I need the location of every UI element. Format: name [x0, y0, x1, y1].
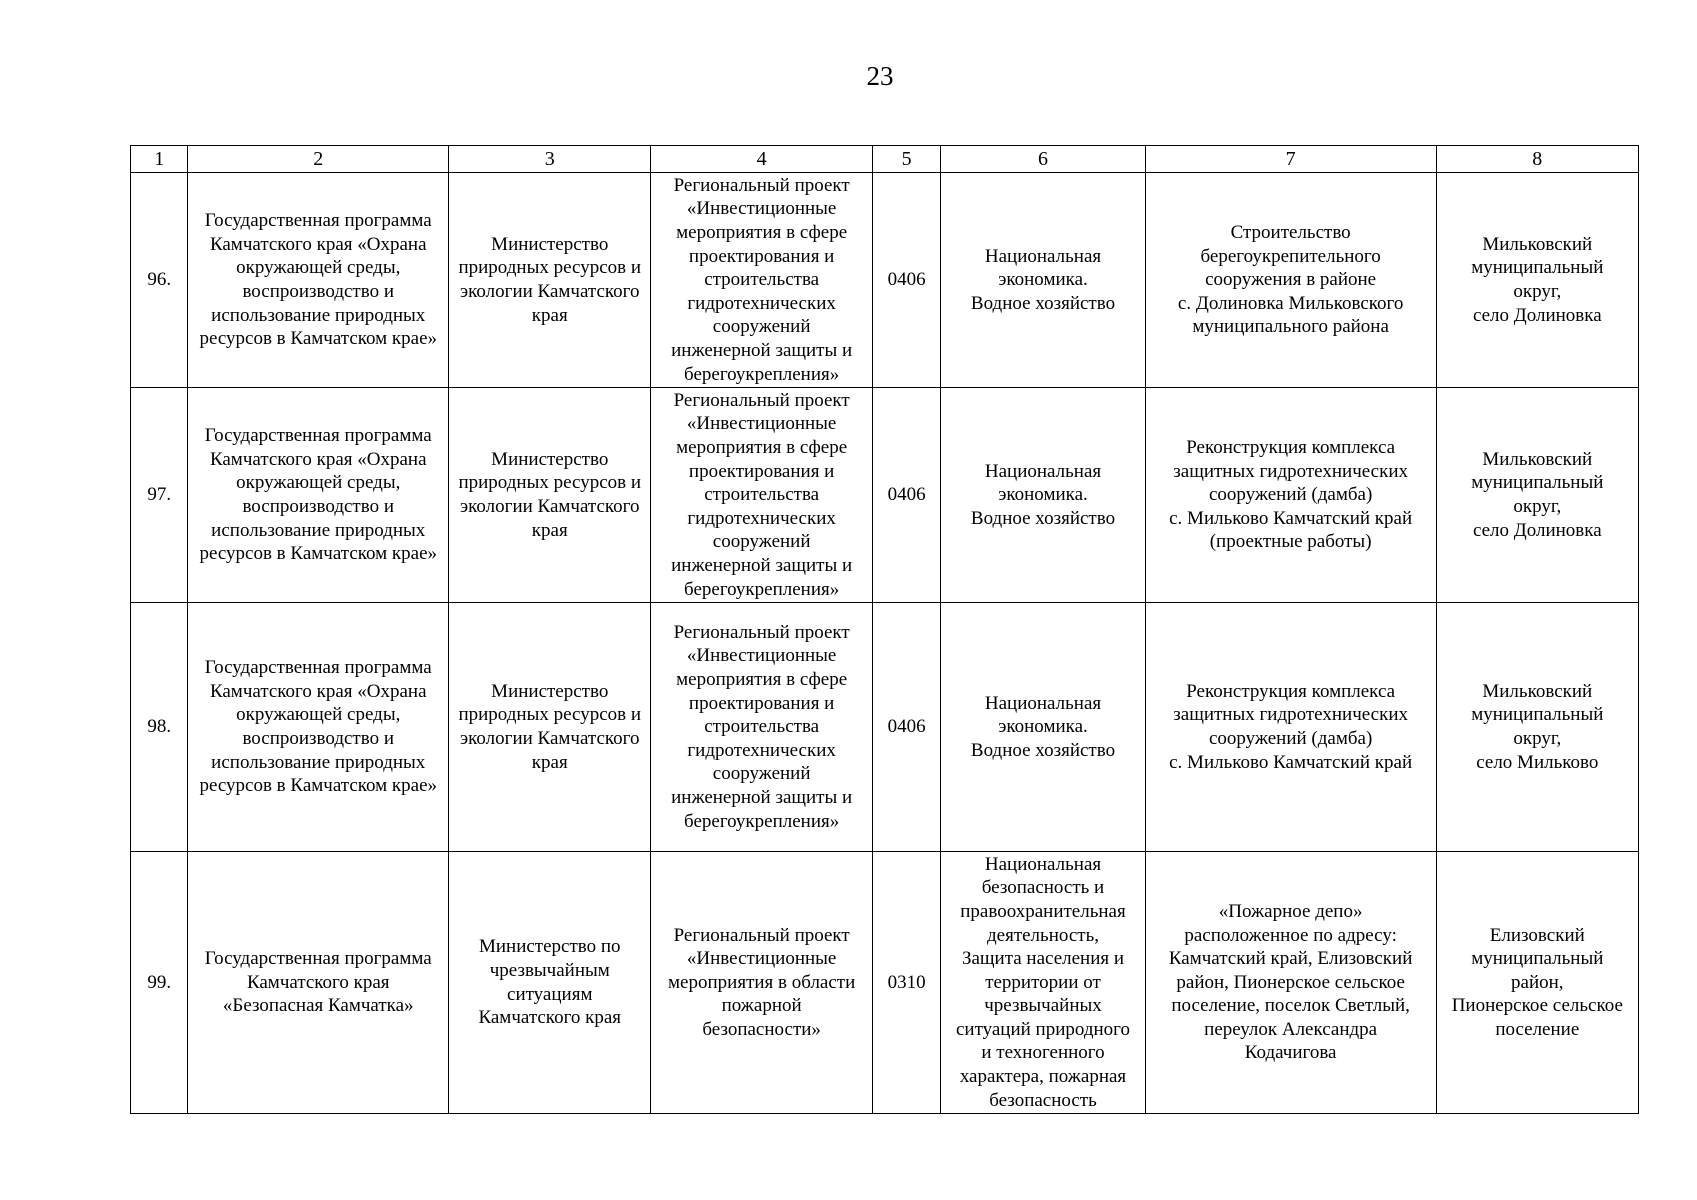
object-cell: Реконструкция комплекса защитных гидротехнических сооружений (дамба) с. Мильково Камчатский край (проектные работы) [1145, 388, 1436, 603]
row-number-cell: 98. [131, 603, 188, 852]
program-cell: Государственная программа Камчатского края «Безопасная Камчатка» [188, 852, 449, 1114]
ministry-cell: Министерство по чрезвычайным ситуациям Камчатского края [449, 852, 651, 1114]
data-table [130, 145, 1639, 1114]
column-header-6: 6 [941, 146, 1145, 173]
table-row [131, 173, 1639, 388]
row-number-cell: 97. [131, 388, 188, 603]
column-header-4: 4 [651, 146, 872, 173]
column-header-3: 3 [449, 146, 651, 173]
row-number-cell: 96. [131, 173, 188, 388]
location-cell: Мильковский муниципальный округ, село Долиновка [1436, 388, 1638, 603]
table-row [131, 603, 1639, 852]
page-number: 23 [866, 61, 894, 91]
project-cell: Региональный проект «Инвестиционные мероприятия в сфере проектирования и строительства гидротехнических сооружений инженерной защиты и берегоукрепления» [651, 173, 872, 388]
project-cell: Региональный проект «Инвестиционные мероприятия в сфере проектирования и строительства гидротехнических сооружений инженерной защиты и берегоукрепления» [651, 603, 872, 852]
column-header-7: 7 [1145, 146, 1436, 173]
object-cell: Строительство берегоукрепительного сооружения в районе с. Долиновка Мильковского муниципального района [1145, 173, 1436, 388]
column-header-1: 1 [131, 146, 188, 173]
program-cell: Государственная программа Камчатского края «Охрана окружающей среды, воспроизводство и использование природных ресурсов в Камчатском крае» [188, 388, 449, 603]
column-header-8: 8 [1436, 146, 1638, 173]
section-cell: Национальная экономика. Водное хозяйство [941, 388, 1145, 603]
section-cell: Национальная экономика. Водное хозяйство [941, 603, 1145, 852]
column-header-5: 5 [872, 146, 940, 173]
code-cell: 0406 [872, 173, 940, 388]
project-cell: Региональный проект «Инвестиционные мероприятия в сфере проектирования и строительства гидротехнических сооружений инженерной защиты и берегоукрепления» [651, 388, 872, 603]
section-cell: Национальная безопасность и правоохранительная деятельность, Защита населения и территории от чрезвычайных ситуаций природного и техногенного характера, пожарная безопасность [941, 852, 1145, 1114]
code-cell: 0406 [872, 603, 940, 852]
column-header-2: 2 [188, 146, 449, 173]
table-row [131, 388, 1639, 603]
row-number-cell: 99. [131, 852, 188, 1114]
object-cell: «Пожарное депо» расположенное по адресу: Камчатский край, Елизовский район, Пионерское сельское поселение, поселок Светлый, переулок Александра Кодачигова [1145, 852, 1436, 1114]
code-cell: 0406 [872, 388, 940, 603]
location-cell: Мильковский муниципальный округ, село Мильково [1436, 603, 1638, 852]
program-cell: Государственная программа Камчатского края «Охрана окружающей среды, воспроизводство и использование природных ресурсов в Камчатском крае» [188, 173, 449, 388]
project-cell: Региональный проект «Инвестиционные мероприятия в области пожарной безопасности» [651, 852, 872, 1114]
object-cell: Реконструкция комплекса защитных гидротехнических сооружений (дамба) с. Мильково Камчатский край [1145, 603, 1436, 852]
section-cell: Национальная экономика. Водное хозяйство [941, 173, 1145, 388]
location-cell: Елизовский муниципальный район, Пионерское сельское поселение [1436, 852, 1638, 1114]
program-cell: Государственная программа Камчатского края «Охрана окружающей среды, воспроизводство и использование природных ресурсов в Камчатском крае» [188, 603, 449, 852]
ministry-cell: Министерство природных ресурсов и экологии Камчатского края [449, 173, 651, 388]
ministry-cell: Министерство природных ресурсов и экологии Камчатского края [449, 603, 651, 852]
code-cell: 0310 [872, 852, 940, 1114]
location-cell: Мильковский муниципальный округ, село Долиновка [1436, 173, 1638, 388]
table-header-row [131, 146, 1639, 173]
ministry-cell: Министерство природных ресурсов и экологии Камчатского края [449, 388, 651, 603]
table-row [131, 852, 1639, 1114]
